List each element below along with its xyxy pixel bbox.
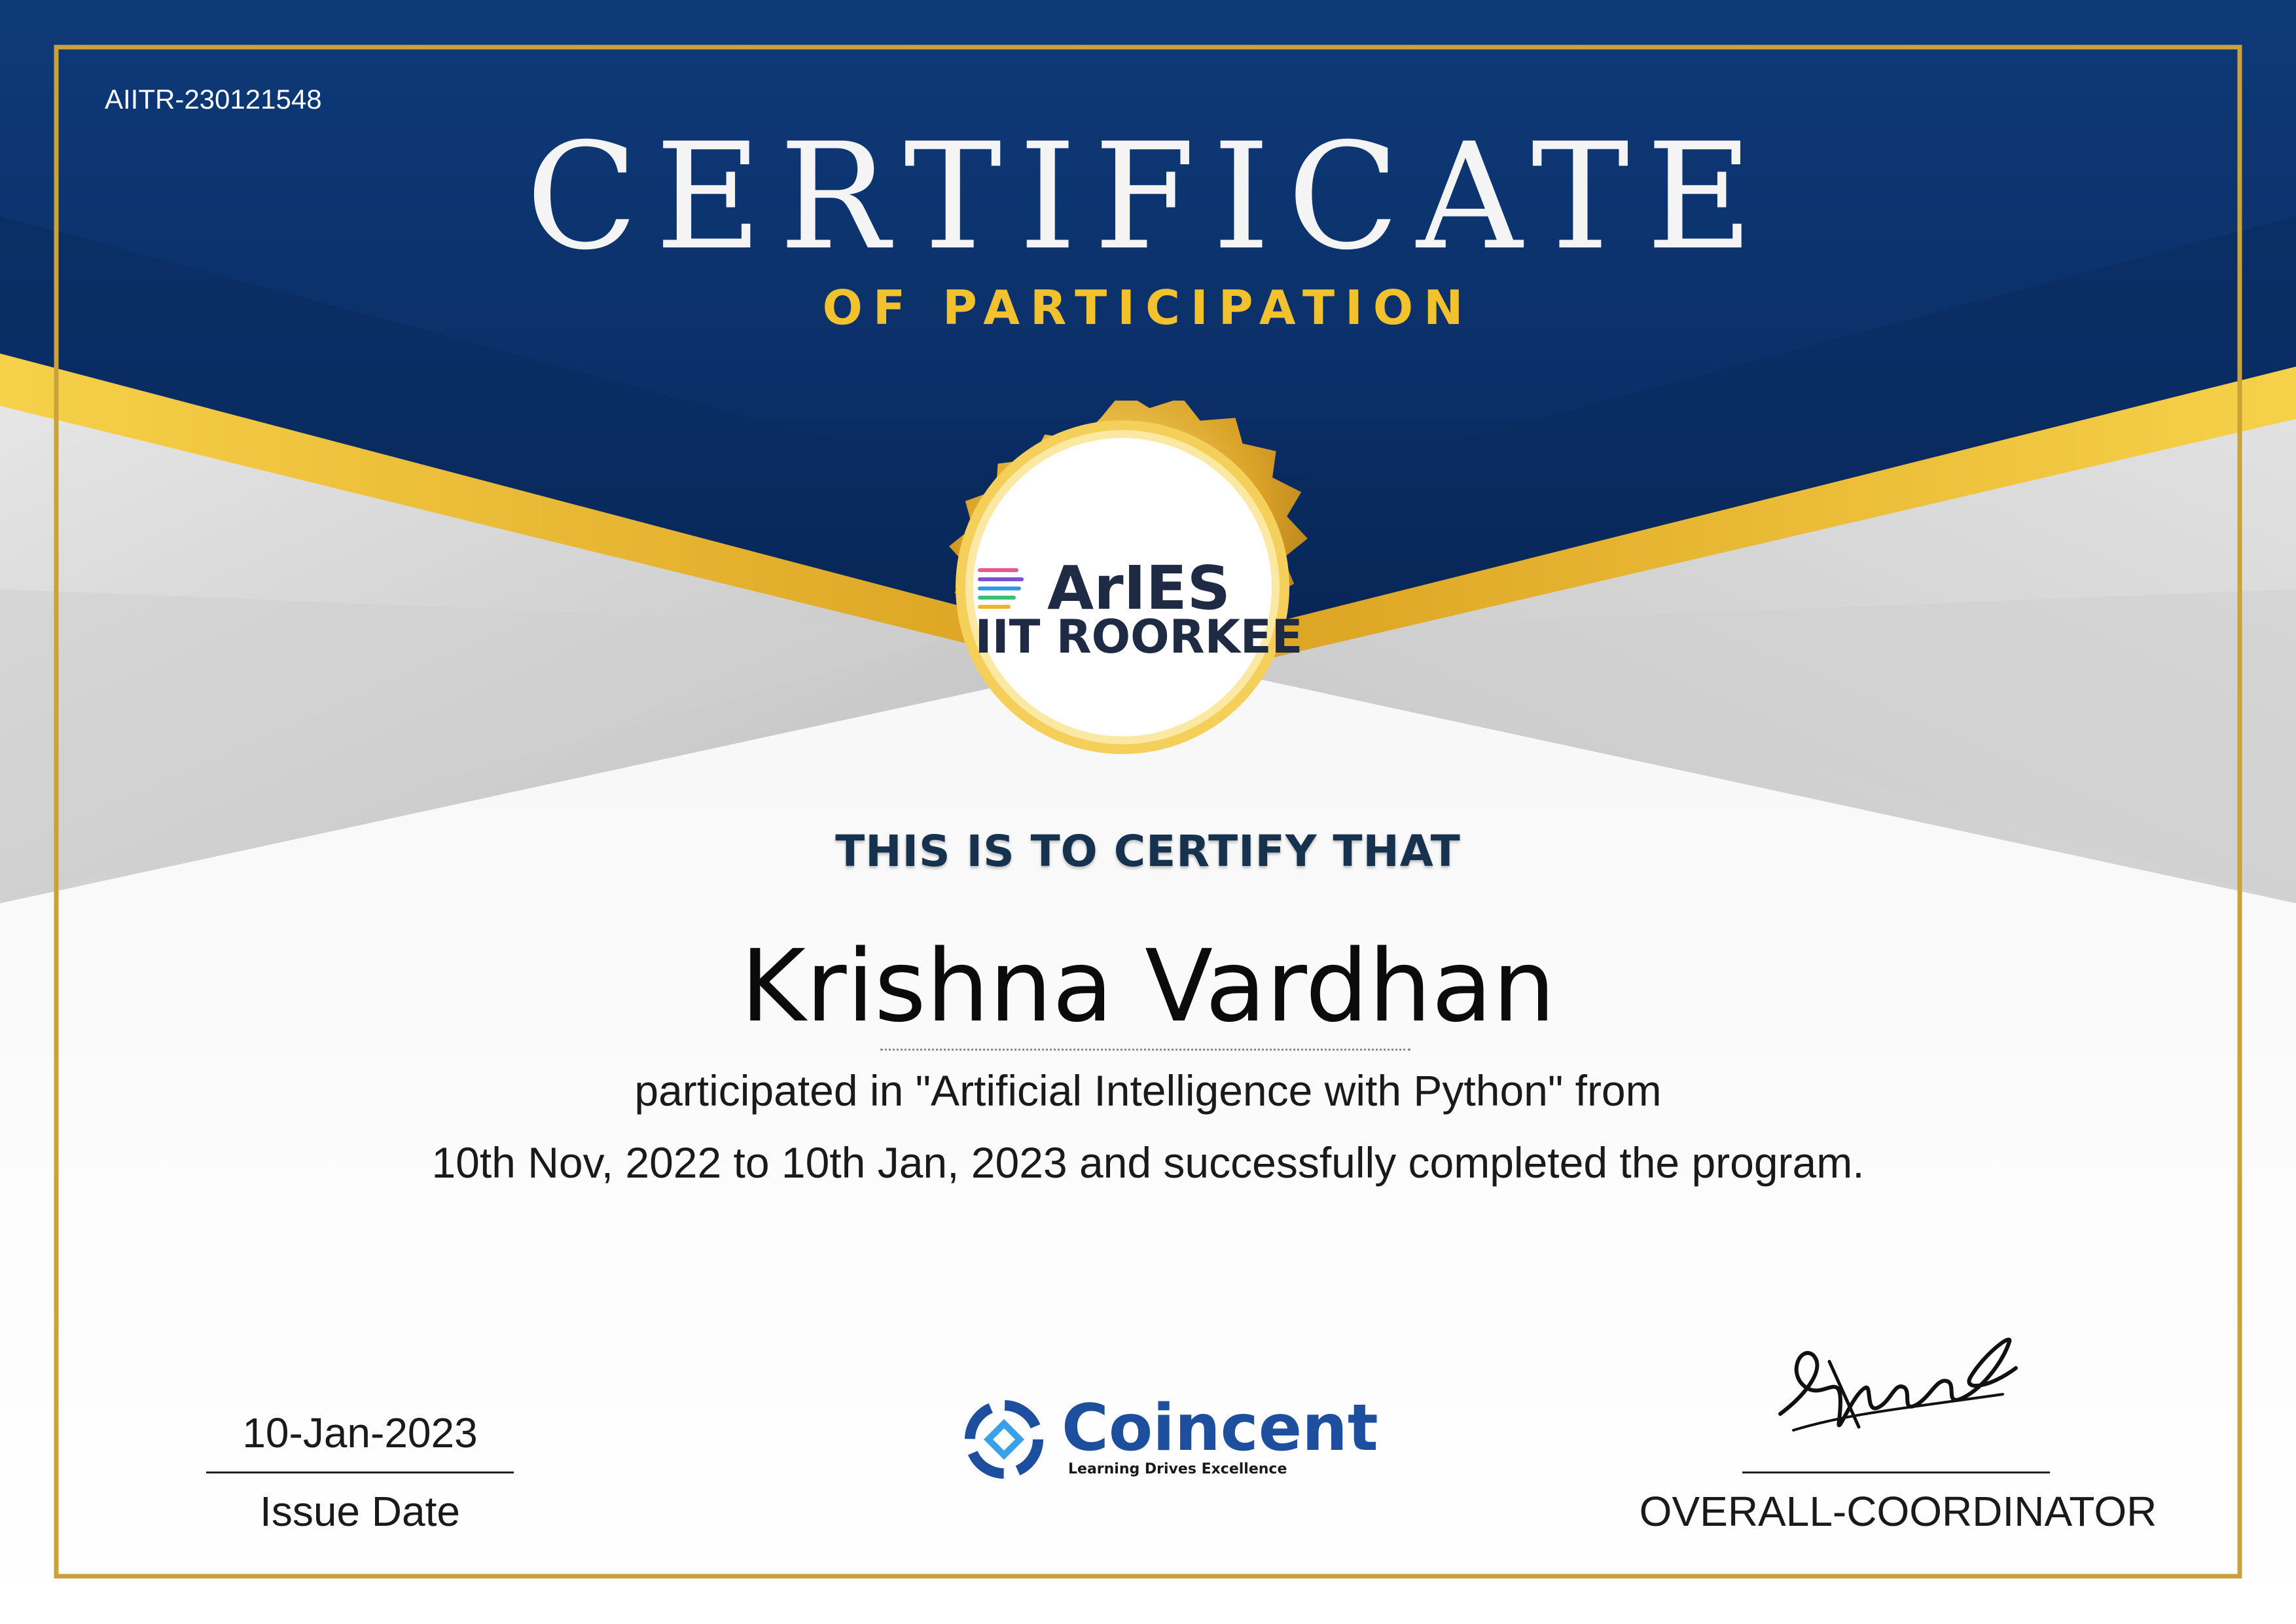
signature-icon [1767, 1316, 2029, 1460]
issue-date: 10-Jan-2023 [242, 1409, 478, 1456]
name-underline [880, 1049, 1410, 1051]
coordinator-divider [1742, 1471, 2050, 1473]
issue-date-divider [206, 1471, 514, 1473]
coincent-logo-icon [962, 1398, 1046, 1481]
certificate-id: AIITR-230121548 [105, 84, 322, 115]
certify-heading: THIS IS TO CERTIFY THAT [835, 826, 1461, 876]
seal-institute: IIT ROORKEE [975, 610, 1303, 664]
partner-logo-name: Coincent [1062, 1391, 1378, 1466]
coordinator-label: OVERALL-COORDINATOR [1639, 1488, 2157, 1535]
certificate-subtitle: OF PARTICIPATION [822, 280, 1474, 335]
certificate-title: CERTIFICATE [526, 111, 1770, 282]
recipient-name: Krishna Vardhan [740, 928, 1556, 1044]
body-text-line-1: participated in "Artificial Intelligence with Python" from [634, 1066, 1662, 1115]
seal-org-name: ArIES [1047, 553, 1230, 623]
issue-date-label: Issue Date [260, 1488, 460, 1535]
partner-logo-tagline: Learning Drives Excellence [1068, 1461, 1287, 1477]
body-text-line-2: 10th Nov, 2022 to 10th Jan, 2023 and successfully completed the program. [431, 1138, 1865, 1187]
